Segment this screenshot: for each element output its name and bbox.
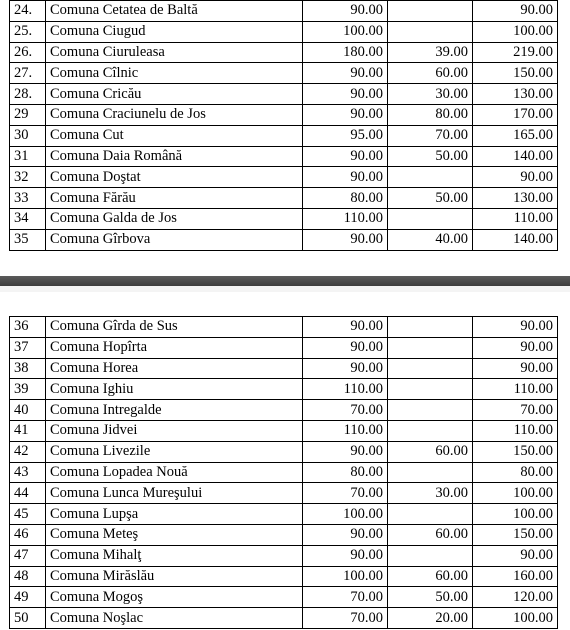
value-1: 80.00 [303,188,388,209]
value-2 [388,545,473,566]
total-value: 219.00 [473,42,558,63]
row-number: 24. [10,1,46,22]
commune-name: Comuna Livezile [46,441,303,462]
row-number: 43 [10,462,46,483]
row-number: 39 [10,379,46,400]
row-number: 29 [10,104,46,125]
commune-name: Comuna Galda de Jos [46,208,303,229]
table-row [10,441,558,462]
table-row [10,104,558,125]
total-value: 90.00 [473,337,558,358]
total-value: 90.00 [473,358,558,379]
table-row [10,208,558,229]
value-1: 90.00 [303,545,388,566]
value-2: 20.00 [388,608,473,629]
total-value: 110.00 [473,420,558,441]
row-number: 46 [10,524,46,545]
value-1: 90.00 [303,84,388,105]
value-1: 110.00 [303,208,388,229]
value-2: 50.00 [388,146,473,167]
value-2: 30.00 [388,84,473,105]
commune-name: Comuna Mihalţ [46,545,303,566]
commune-name: Comuna Cricău [46,84,303,105]
value-1: 100.00 [303,21,388,42]
value-2 [388,337,473,358]
table-row [10,608,558,629]
value-1: 90.00 [303,337,388,358]
total-value: 80.00 [473,462,558,483]
value-1: 90.00 [303,146,388,167]
document-page-top [0,0,570,262]
value-2 [388,504,473,525]
commune-name: Comuna Cetatea de Baltă [46,1,303,22]
commune-name: Comuna Noşlac [46,608,303,629]
value-1: 110.00 [303,420,388,441]
row-number: 25. [10,21,46,42]
value-2 [388,167,473,188]
total-value: 130.00 [473,188,558,209]
commune-name: Comuna Gîrda de Sus [46,317,303,338]
value-2 [388,1,473,22]
value-2 [388,400,473,421]
value-1: 90.00 [303,524,388,545]
commune-name: Comuna Meteş [46,524,303,545]
value-1: 70.00 [303,400,388,421]
commune-name: Comuna Lopadea Nouă [46,462,303,483]
table-row [10,483,558,504]
total-value: 160.00 [473,566,558,587]
commune-name: Comuna Jidvei [46,420,303,441]
total-value: 90.00 [473,167,558,188]
commune-name: Comuna Horea [46,358,303,379]
value-1: 90.00 [303,229,388,250]
total-value: 90.00 [473,317,558,338]
table-row [10,167,558,188]
value-1: 70.00 [303,483,388,504]
value-2 [388,208,473,229]
total-value: 120.00 [473,587,558,608]
table-row [10,462,558,483]
total-value: 100.00 [473,21,558,42]
row-number: 47 [10,545,46,566]
total-value: 150.00 [473,524,558,545]
table-row [10,504,558,525]
total-value: 110.00 [473,208,558,229]
allocation-table-bottom [9,316,558,629]
value-2 [388,462,473,483]
table-row [10,420,558,441]
total-value: 100.00 [473,504,558,525]
table-row [10,188,558,209]
row-number: 42 [10,441,46,462]
table-row [10,400,558,421]
table-row [10,317,558,338]
row-number: 45 [10,504,46,525]
page-separator [0,262,570,292]
table-row [10,358,558,379]
table-row [10,21,558,42]
row-number: 38 [10,358,46,379]
commune-name: Comuna Hopîrta [46,337,303,358]
total-value: 140.00 [473,146,558,167]
total-value: 100.00 [473,608,558,629]
total-value: 90.00 [473,1,558,22]
document-page-bottom [0,292,570,630]
row-number: 31 [10,146,46,167]
table-row [10,587,558,608]
allocation-table-top [9,0,558,251]
total-value: 140.00 [473,229,558,250]
row-number: 41 [10,420,46,441]
commune-name: Comuna Doştat [46,167,303,188]
commune-name: Comuna Gîrbova [46,229,303,250]
total-value: 100.00 [473,483,558,504]
row-number: 44 [10,483,46,504]
total-value: 130.00 [473,84,558,105]
commune-name: Comuna Ciuruleasa [46,42,303,63]
table-row [10,229,558,250]
table-row [10,337,558,358]
table-row [10,125,558,146]
table-row [10,84,558,105]
commune-name: Comuna Craciunelu de Jos [46,104,303,125]
commune-name: Comuna Ciugud [46,21,303,42]
table-row [10,42,558,63]
total-value: 150.00 [473,63,558,84]
total-value: 170.00 [473,104,558,125]
value-2: 80.00 [388,104,473,125]
row-number: 28. [10,84,46,105]
table-row [10,566,558,587]
value-2: 39.00 [388,42,473,63]
row-number: 35 [10,229,46,250]
table-row [10,63,558,84]
value-1: 180.00 [303,42,388,63]
value-1: 90.00 [303,358,388,379]
total-value: 70.00 [473,400,558,421]
row-number: 26. [10,42,46,63]
value-2: 60.00 [388,63,473,84]
value-2 [388,379,473,400]
value-2: 70.00 [388,125,473,146]
value-2 [388,420,473,441]
value-1: 90.00 [303,104,388,125]
value-1: 100.00 [303,566,388,587]
commune-name: Comuna Mogoş [46,587,303,608]
commune-name: Comuna Daia Română [46,146,303,167]
value-2: 60.00 [388,566,473,587]
commune-name: Comuna Ighiu [46,379,303,400]
commune-name: Comuna Mirăslău [46,566,303,587]
value-2: 30.00 [388,483,473,504]
value-1: 90.00 [303,63,388,84]
value-1: 100.00 [303,504,388,525]
value-2: 60.00 [388,441,473,462]
commune-name: Comuna Lunca Mureşului [46,483,303,504]
total-value: 90.00 [473,545,558,566]
table-body-top [10,1,558,251]
row-number: 50 [10,608,46,629]
table-row [10,146,558,167]
commune-name: Comuna Lupşa [46,504,303,525]
commune-name: Comuna Cut [46,125,303,146]
value-2: 50.00 [388,587,473,608]
row-number: 27. [10,63,46,84]
table-row [10,379,558,400]
value-1: 90.00 [303,167,388,188]
commune-name: Comuna Fărău [46,188,303,209]
row-number: 36 [10,317,46,338]
value-1: 90.00 [303,441,388,462]
table-row [10,524,558,545]
value-1: 90.00 [303,1,388,22]
table-row [10,545,558,566]
total-value: 110.00 [473,379,558,400]
value-2 [388,317,473,338]
row-number: 37 [10,337,46,358]
value-1: 90.00 [303,317,388,338]
value-1: 80.00 [303,462,388,483]
table-body-bottom [10,317,558,629]
value-2 [388,21,473,42]
value-1: 110.00 [303,379,388,400]
value-1: 95.00 [303,125,388,146]
row-number: 34 [10,208,46,229]
row-number: 49 [10,587,46,608]
value-1: 70.00 [303,587,388,608]
row-number: 48 [10,566,46,587]
row-number: 30 [10,125,46,146]
row-number: 33 [10,188,46,209]
total-value: 165.00 [473,125,558,146]
row-number: 40 [10,400,46,421]
total-value: 150.00 [473,441,558,462]
commune-name: Comuna Cîlnic [46,63,303,84]
value-2: 60.00 [388,524,473,545]
value-2 [388,358,473,379]
value-2: 40.00 [388,229,473,250]
table-row [10,1,558,22]
commune-name: Comuna Intregalde [46,400,303,421]
row-number: 32 [10,167,46,188]
value-2: 50.00 [388,188,473,209]
value-1: 70.00 [303,608,388,629]
